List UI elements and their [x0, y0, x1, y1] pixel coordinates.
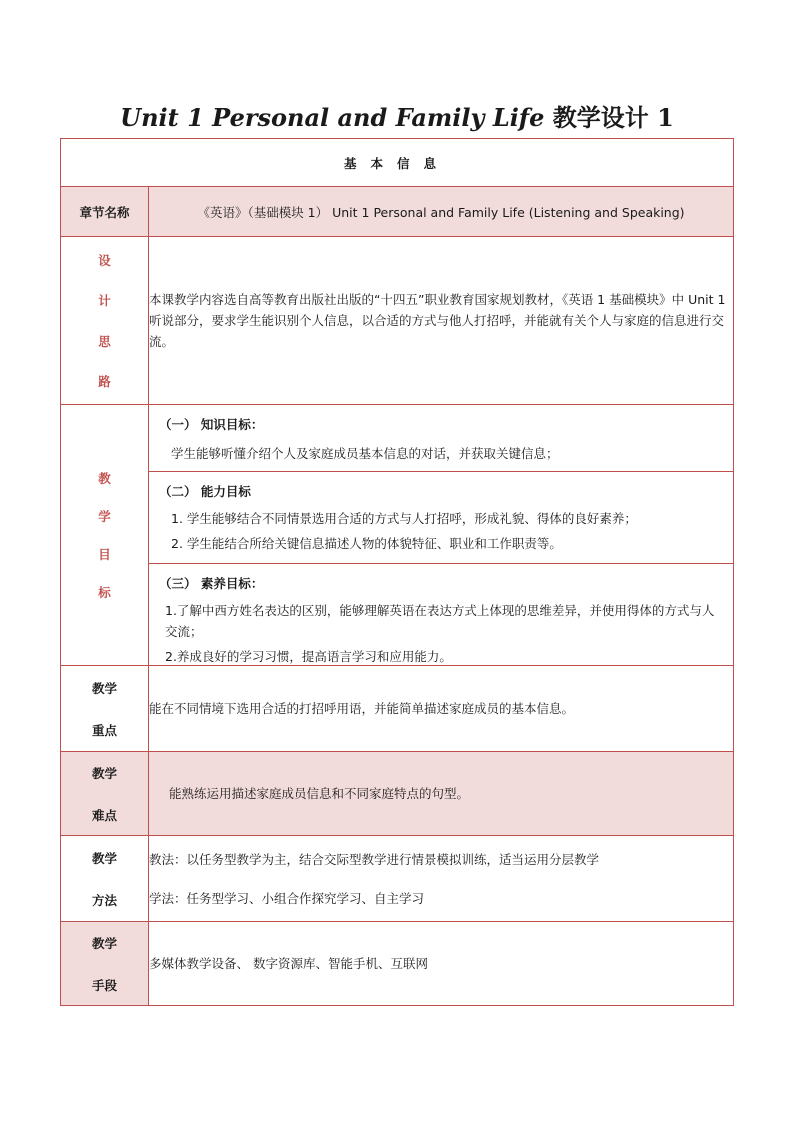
- literacy-goals: [149, 563, 733, 665]
- key-points-text: 能在不同情境下选用合适的打招呼用语，并能简单描述家庭成员的基本信息。: [149, 666, 734, 752]
- chapter-value: 《英语》（基础模块 1） Unit 1 Personal and Family Life (Listening and Speaking): [149, 187, 734, 237]
- difficulties-label-line: 教学: [91, 765, 117, 781]
- methods-label-line: 方法: [91, 892, 117, 908]
- means-label-line: 教学: [91, 935, 117, 951]
- goals-row: [61, 405, 734, 666]
- design-label-char: 设: [98, 252, 111, 268]
- methods-row: [61, 836, 734, 922]
- ability-item: 2. 学生能结合所给关键信息描述人物的体貌特征、职业和工作职责等。: [171, 536, 562, 551]
- ability-goals: [149, 471, 733, 563]
- design-row: [61, 237, 734, 405]
- chapter-label: 章节名称: [61, 187, 149, 237]
- knowledge-item: 学生能够听懂介绍个人及家庭成员基本信息的对话，并获取关键信息；: [171, 446, 559, 461]
- teaching-method: 教法：以任务型教学为主，结合交际型教学进行情景模拟训练，适当运用分层教学: [149, 851, 600, 867]
- chapter-row: [61, 187, 734, 237]
- goals-label-cell: [61, 405, 149, 666]
- means-text: 多媒体教学设备、 数字资源库、智能手机、互联网: [149, 922, 734, 1006]
- literacy-item: 2.养成良好的学习习惯，提高语言学习和应用能力。: [165, 649, 452, 664]
- basic-info-row: [61, 139, 734, 187]
- design-label-char: 路: [98, 374, 111, 390]
- design-label-char: 思: [98, 333, 111, 349]
- knowledge-goals: [149, 405, 733, 471]
- goals-content: [149, 405, 733, 665]
- design-label-cell: [61, 237, 149, 405]
- basic-info-header: 基本信息: [61, 139, 734, 187]
- difficulties-row: [61, 752, 734, 836]
- methods-label-cell: [61, 836, 149, 922]
- design-text: 本课教学内容选自高等教育出版社出版的“十四五”职业教育国家规划教材，《英语 1 基础模块》中 Unit 1 听说部分，要求学生能识别个人信息，以合适的方式与他人打招呼，并能就有关个人与家庭的信息进行交流。: [149, 237, 734, 405]
- difficulties-label-line: 难点: [91, 807, 117, 823]
- difficulties-text: 能熟练运用描述家庭成员信息和不同家庭特点的句型。: [149, 752, 734, 836]
- goals-label-char: 目: [98, 547, 111, 562]
- literacy-item: 1.了解中西方姓名表达的区别，能够理解英语在表达方式上体现的思维差异，并使用得体的方式与人交流；: [165, 603, 715, 639]
- literacy-title: （三） 素养目标：: [159, 576, 264, 591]
- key-points-row: [61, 666, 734, 752]
- knowledge-title: （一） 知识目标：: [159, 417, 264, 432]
- means-label-line: 手段: [91, 977, 117, 993]
- learning-method: 学法：任务型学习、小组合作探究学习、自主学习: [149, 890, 425, 906]
- title-chinese: 教学设计 1: [552, 103, 674, 132]
- goals-label-char: 教: [98, 471, 111, 486]
- methods-cell: [149, 836, 734, 922]
- ability-title: （二） 能力目标: [159, 484, 251, 499]
- title-english: Unit 1 Personal and Family Life: [120, 103, 545, 132]
- page-title: [0, 98, 794, 133]
- key-points-label-line: 重点: [91, 722, 117, 738]
- means-row: [61, 922, 734, 1006]
- goals-label-char: 标: [98, 585, 111, 600]
- means-label-cell: [61, 922, 149, 1006]
- lesson-plan-table: [60, 138, 734, 1006]
- difficulties-label-cell: [61, 752, 149, 836]
- methods-label-line: 教学: [91, 850, 117, 866]
- goals-label-char: 学: [98, 509, 111, 524]
- ability-item: 1. 学生能够结合不同情景选用合适的方式与人打招呼，形成礼貌、得体的良好素养；: [171, 511, 637, 526]
- design-label-char: 计: [98, 293, 111, 309]
- key-points-label-line: 教学: [91, 680, 117, 696]
- key-points-label-cell: [61, 666, 149, 752]
